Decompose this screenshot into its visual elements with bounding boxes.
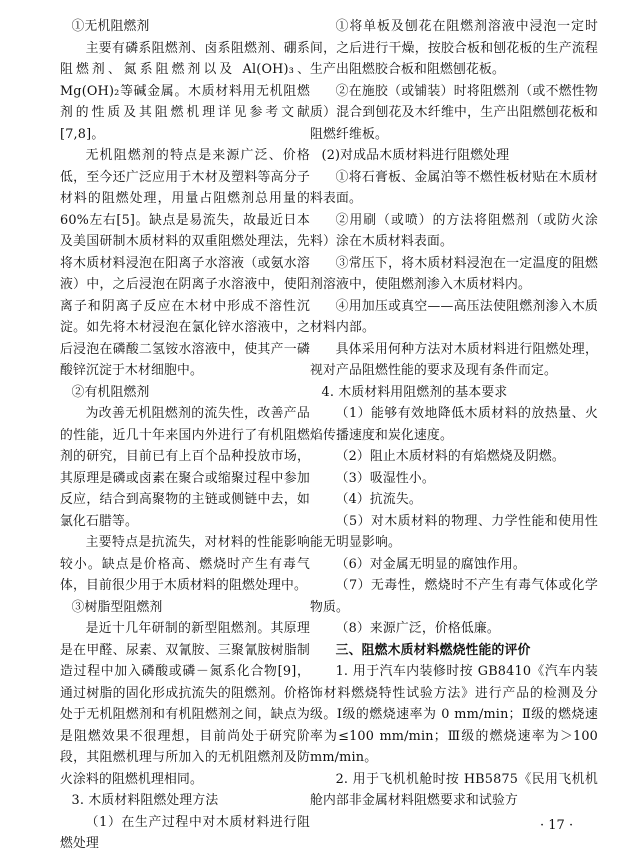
paragraph: （7）无毒性，燃烧时不产生有毒气体或化学物质。 (310, 578, 598, 615)
paragraph: （3）吸湿性小。 (335, 470, 435, 486)
paragraph: ④用加压或真空——高压法使阻燃剂渗入木质材料内部。 (310, 298, 598, 335)
paragraph: 无机阻燃剂的特点是来源广泛、价格低，至今还广泛应用于木材及塑料等高分子材料的阻燃处理，用量占阻燃剂总用量的 60%左右[5]。缺点是易流失，故最近日本及美国研制木质材料的双重阻燃处理法，先将木质材料浸泡在阳离子水溶液（或氨水溶液）中，之后浸泡在阴离子水溶液中，使阳离子和阴离子反应在木材中形成不溶性沉淀。如先将木材浸泡在氯化锌水溶液中，之后浸泡在磷酸二氢铵水溶液中，使其产一磷酸锌沉淀于木材细胞中。 (60, 148, 310, 378)
paragraph: 主要特点是抗流失，对材料的性能影响较小。缺点是价格高、燃烧时产生有毒气体，目前很少用于木质材料的阻燃处理中。 (60, 535, 310, 593)
section-heading: (2)对成品木质材料进行阻燃处理 (321, 148, 510, 163)
section-heading: 3. 木质材料阻燃处理方法 (71, 793, 219, 808)
paragraph: （5）对木质材料的物理、力学性能和使用性能无明显影响。 (310, 513, 598, 550)
section-heading: ②有机阻燃剂 (71, 384, 150, 400)
paragraph: （6）对金属无明显的腐蚀作用。 (335, 556, 526, 572)
paragraph: （4）抗流失。 (335, 492, 422, 507)
paragraph: ②用刷（或喷）的方法将阻燃剂（或防火涂料）涂在木质材料表面。 (310, 212, 598, 249)
paragraph: （8）来源广泛，价格低廉。 (335, 621, 500, 636)
paragraph: ②在施胶（或铺装）时将阻燃剂（或不燃性物质）混合到刨花及木纤维中，生产出阻燃刨花板和阻燃纤维板。 (310, 83, 598, 142)
paragraph: 1. 用于汽车内装修时按 GB8410《汽车内装饰材料燃烧特性试验方法》进行产品的检测及分级。Ⅰ级的燃烧速率为 0 mm/min；Ⅱ级的燃烧速率为≤100 mm/min；Ⅲ级的燃烧速率为＞100 mm/min。 (310, 664, 598, 765)
paragraph: ①将石膏板、金属泊等不燃性板材贴在木质材料表面。 (310, 169, 598, 206)
left-column (60, 16, 310, 855)
paragraph: 主要有磷系阻燃剂、卤系阻燃剂、硼系阻燃剂、氮系阻燃剂以及 Al(OH)₃、Mg(OH)₂等碱金属。木质材料用无机阻燃剂的性质及其阻燃机理详见参考文献[7,8]。 (60, 40, 310, 142)
paragraph: （1）在生产过程中对木质材料进行阻燃处理 (60, 814, 310, 851)
paragraph: ③常压下，将木质材料浸泡在一定温度的阻燃剂溶液中，使阻燃剂渗入木质材料内。 (310, 255, 598, 292)
section-heading: 4. 木质材料用阻燃剂的基本要求 (321, 384, 508, 400)
paragraph: ①将单板及刨花在阻燃剂溶液中浸泡一定时间，之后进行干燥，按胶合板和刨花板的生产流程生产出阻燃胶合板和阻燃刨花板。 (310, 19, 598, 77)
section-heading: ①无机阻燃剂 (71, 19, 150, 34)
right-column (310, 16, 598, 812)
section-heading: ③树脂型阻燃剂 (71, 599, 163, 615)
paragraph: （2）阻止木质材料的有焰燃烧及阴燃。 (335, 449, 565, 464)
paragraph: 2. 用于飞机机舱时按 HB5875《民用飞机机舱内部非金属材料阻燃要求和试验方 (310, 771, 598, 808)
page-number: · 17 · (540, 818, 574, 833)
paragraph: 是近十几年研制的新型阻燃剂。其原理是在甲醛、尿素、双氰胺、三聚氰胺树脂制造过程中加入磷酸或磷－氮系化合物[9]，通过树脂的固化形成抗流失的阻燃剂。价格处于无机阻燃剂和有机阻燃剂之间，缺点为是阻燃效果不很理想，目前尚处于研究阶段，其阻燃机理与所加入的无机阻燃剂及防火涂料的阻燃机理相同。 (60, 621, 310, 787)
chapter-heading: 三、阻燃木质材料燃烧性能的评价 (335, 642, 531, 658)
paragraph: 为改善无机阻燃剂的流失性，改善产品的性能，近几十年来国内外进行了有机阻燃剂的研究，目前已有上百个品种投放市场，其原理是磷或卤素在聚合或缩聚过程中参加反应，结合到高聚物的主链或侧链中去，如氯化石腊等。 (60, 406, 310, 529)
paragraph: 具体采用何种方法对木质材料进行阻燃处理，视对产品阻燃性能的要求及现有条件而定。 (310, 341, 598, 378)
paragraph: （1）能够有效地降低木质材料的放热量、火焰传播速度和炭化速度。 (310, 406, 598, 443)
